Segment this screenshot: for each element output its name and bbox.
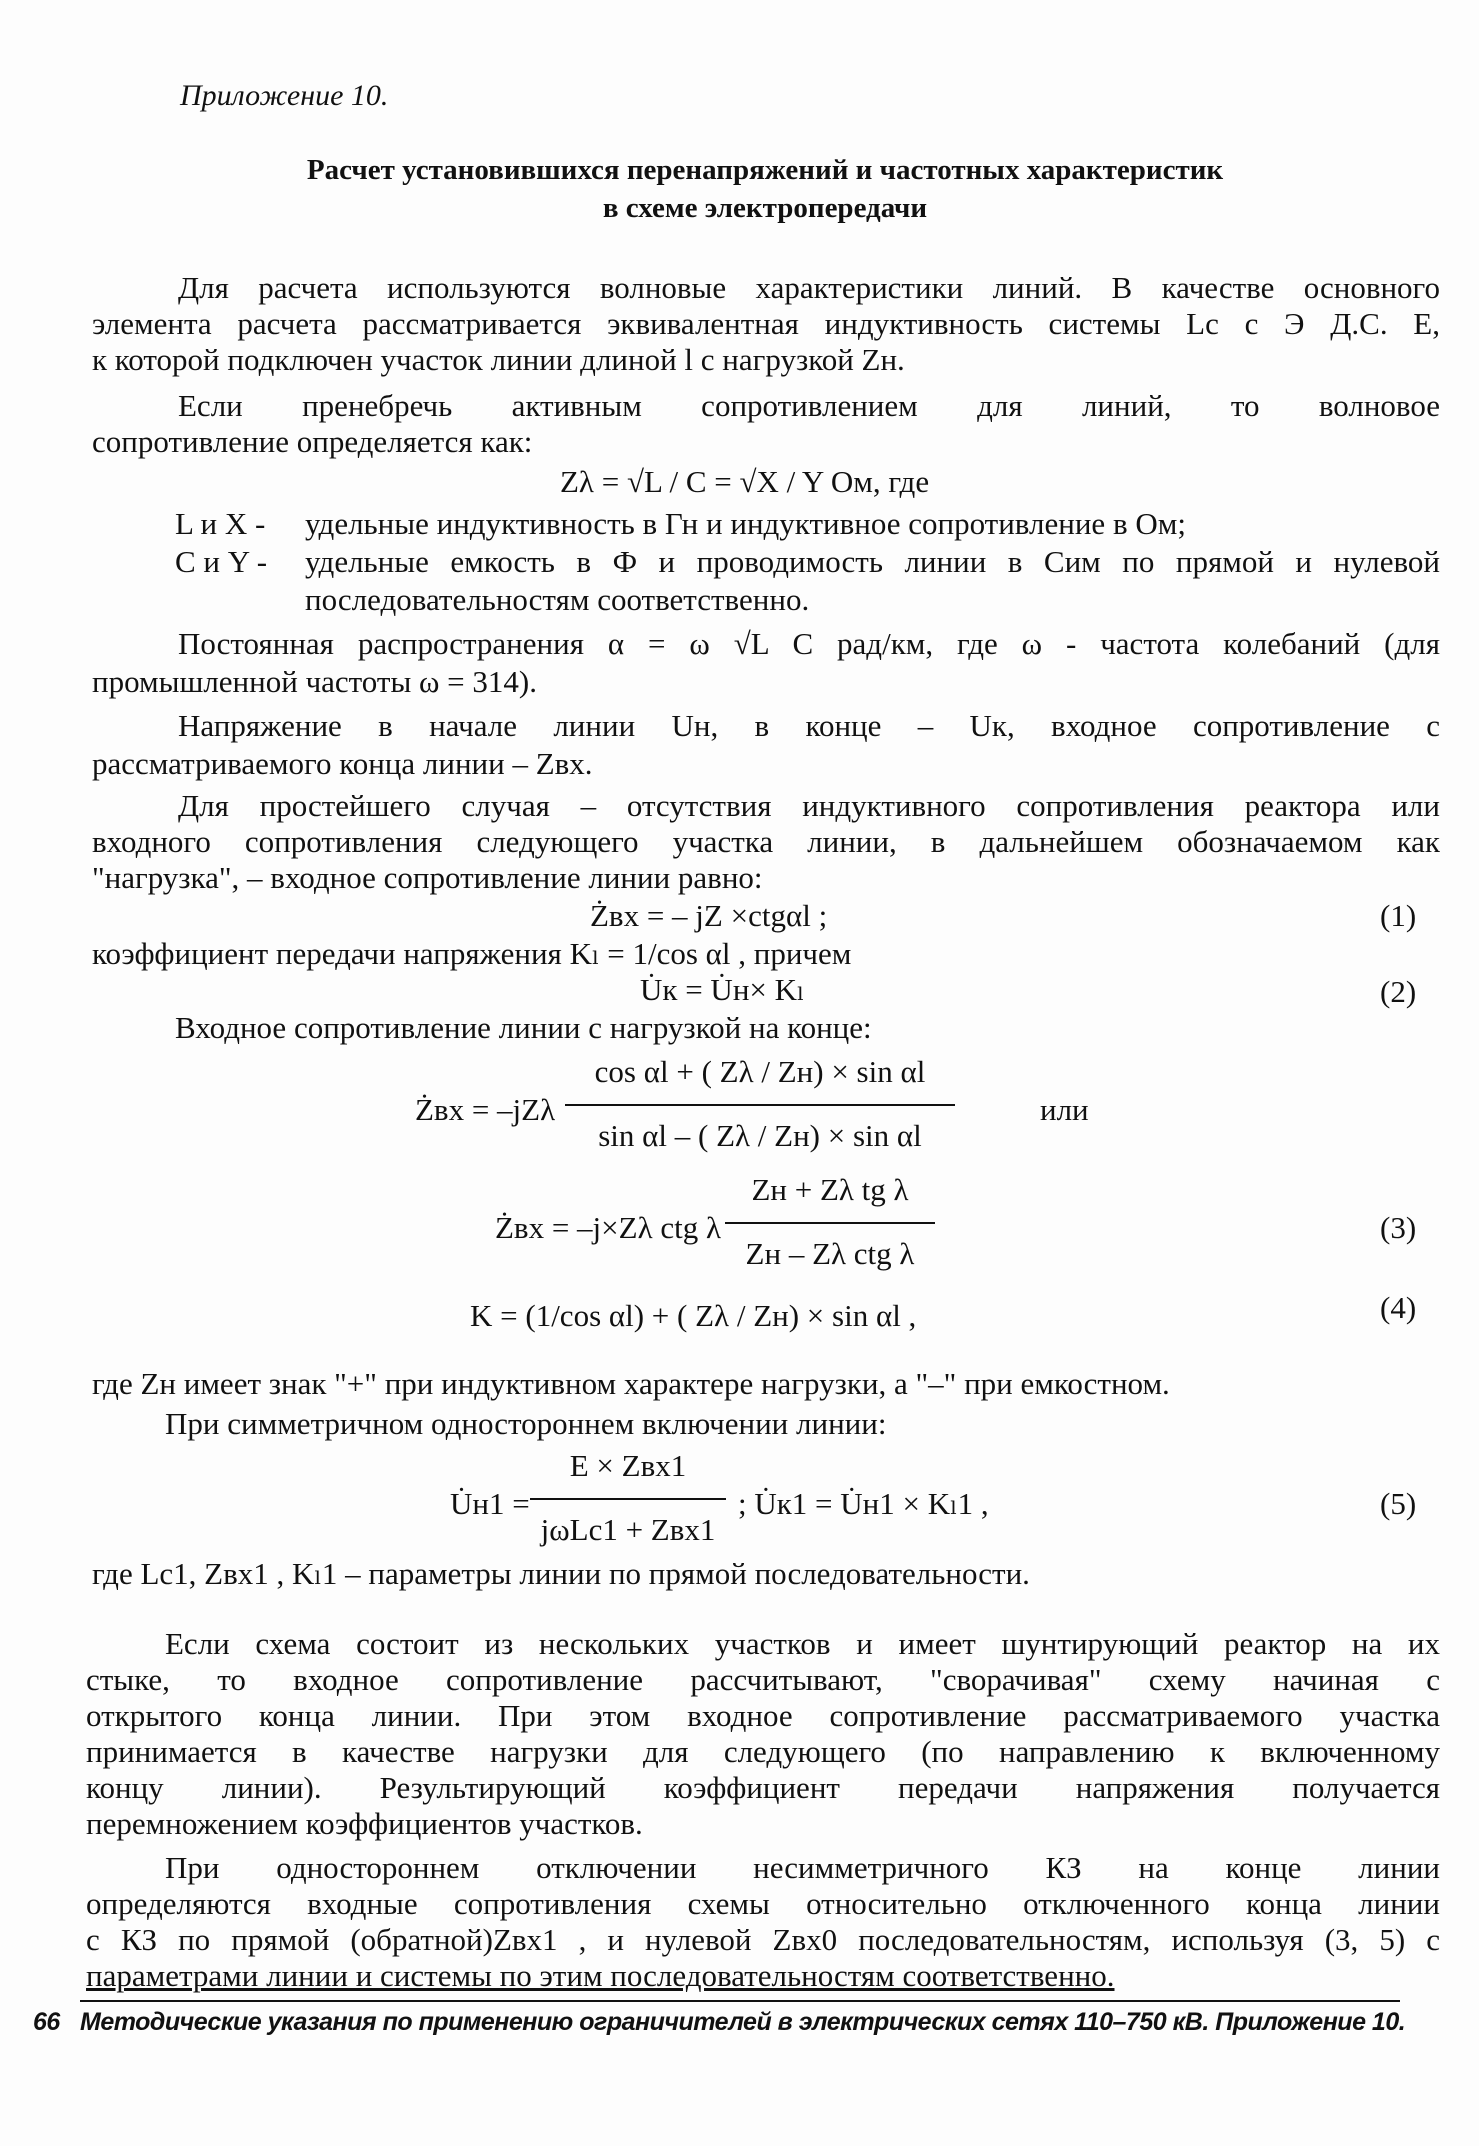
p11-line-1: Если схема состоит из нескольких участков и имеет шунтирующий реактор на их [165,1626,1440,1661]
wave-impedance-equation: Zλ = √L / C = √X / Y Ом, где [560,464,930,499]
equation-3-number: (3) [1380,1210,1417,1245]
equation-a-numerator: cos αl + ( Zλ / Zн) × sin αl [594,1054,926,1089]
p1-line-1: Для расчета используются волновые характеристики линий. В качестве основного [178,270,1440,305]
p3-line-2: промышленной частоты ω = 314). [92,664,537,699]
equation-a-or: или [1040,1092,1089,1127]
equation-1-number: (1) [1380,898,1417,933]
equation-5-rest: ; U̇к1 = U̇н1 × Kₗ1 , [738,1486,989,1521]
equation-5-numerator: E × Zвх1 [569,1448,687,1483]
p11-line-5: концу линии). Результирующий коэффициент передачи напряжения получается [86,1770,1440,1805]
definition-1-key: L и X - [175,506,266,541]
title-line-2: в схеме электропередачи [602,192,928,224]
p5-line-1: Для простейшего случая – отсутствия индуктивного сопротивления реактора или [178,788,1440,823]
definition-2-line-2: последовательностям соответственно. [305,582,810,617]
definition-1-text: удельные индуктивность в Гн и индуктивное сопротивление в Ом; [305,506,1186,541]
p12-line-2: определяются входные сопротивления схемы относительно отключенного конца линии [86,1886,1440,1921]
p7-line: Входное сопротивление линии с нагрузкой на конце: [175,1010,872,1045]
equation-5-fraction-bar [530,1498,726,1500]
p12-line-3: с КЗ по прямой (обратной)Zвх1 , и нулевой Zвх0 последовательностям, используя (3, 5) с [86,1922,1440,1957]
footer-rule [80,2000,1400,2002]
p3-line-1: Постоянная распространения α = ω √L C рад/км, где ω - частота колебаний (для [178,626,1440,661]
equation-a-denominator: sin αl – ( Zλ / Zн) × sin αl [598,1118,922,1153]
equation-4: K = (1/cos αl) + ( Zλ / Zн) × sin αl , [470,1298,917,1333]
equation-5-prefix: U̇н1 = [450,1486,530,1521]
equation-4-number: (4) [1380,1290,1417,1325]
equation-3-fraction-bar [725,1222,935,1224]
p9-line: При симметричном одностороннем включении линии: [165,1406,887,1441]
definition-2-key: C и Y - [175,544,268,579]
footer-text: Методические указания по применению ограничителей в электрических сетях 110–750 кВ. Приложение 10. [80,2008,1406,2036]
equation-2-number: (2) [1380,974,1417,1009]
p1-line-3: к которой подключен участок линии длиной l с нагрузкой Zн. [92,342,905,377]
p8-line: где Zн имеет знак "+" при индуктивном характере нагрузки, а "–" при емкостном. [92,1366,1170,1401]
equation-5-number: (5) [1380,1486,1417,1521]
equation-a-fraction-bar [565,1104,955,1106]
p4-line-2: рассматриваемого конца линии – Zвх. [92,746,593,781]
equation-2: U̇к = U̇н× Kₗ [640,972,805,1007]
p10-line: где Lс1, Zвх1 , Kₗ1 – параметры линии по прямой последовательности. [92,1556,1030,1591]
p2-line-1: Если пренебречь активным сопротивлением для линий, то волновое [178,388,1440,423]
definition-2-line-1: удельные емкость в Ф и проводимость линии в Сим по прямой и нулевой [305,544,1440,579]
footer-page-number: 66 [33,2008,60,2036]
p11-line-4: принимается в качестве нагрузки для следующего (по направлению к включенному [86,1734,1440,1769]
p6-line: коэффициент передачи напряжения Kₗ = 1/cos αl , причем [92,936,852,971]
equation-5-denominator: jωLс1 + Zвх1 [540,1512,716,1547]
equation-3-numerator: Zн + Zλ tg λ [751,1172,909,1207]
equation-a-prefix: Żвх = –jZλ [415,1092,556,1127]
appendix-label: Приложение 10. [180,79,389,112]
p12-line-4: параметрами линии и системы по этим последовательностям соответственно. [86,1958,1115,1993]
p12-line-1: При одностороннем отключении несимметричного КЗ на конце линии [165,1850,1440,1885]
p2-line-2: сопротивление определяется как: [92,424,533,459]
p11-line-6: перемножением коэффициентов участков. [86,1806,643,1841]
title-line-1: Расчет установившихся перенапряжений и частотных характеристик [306,154,1224,186]
p4-line-1: Напряжение в начале линии Uн, в конце – Uк, входное сопротивление с [178,708,1440,743]
p5-line-2: входного сопротивления следующего участка линии, в дальнейшем обозначаемом как [92,824,1440,859]
equation-3-prefix: Żвх = –j×Zλ ctg λ [495,1210,722,1245]
p11-line-2: стыке, то входное сопротивление рассчитывают, "сворачивая" схему начиная с [86,1662,1440,1697]
p1-line-2: элемента расчета рассматривается эквивалентная индуктивность системы Lс с Э Д.С. Е, [92,306,1440,341]
p5-line-3: "нагрузка", – входное сопротивление линии равно: [92,860,763,895]
equation-3-denominator: Zн – Zλ ctg λ [745,1236,915,1271]
equation-1: Żвх = – jZ ×ctgαl ; [590,898,828,933]
p11-line-3: открытого конца линии. При этом входное сопротивление рассматриваемого участка [86,1698,1440,1733]
